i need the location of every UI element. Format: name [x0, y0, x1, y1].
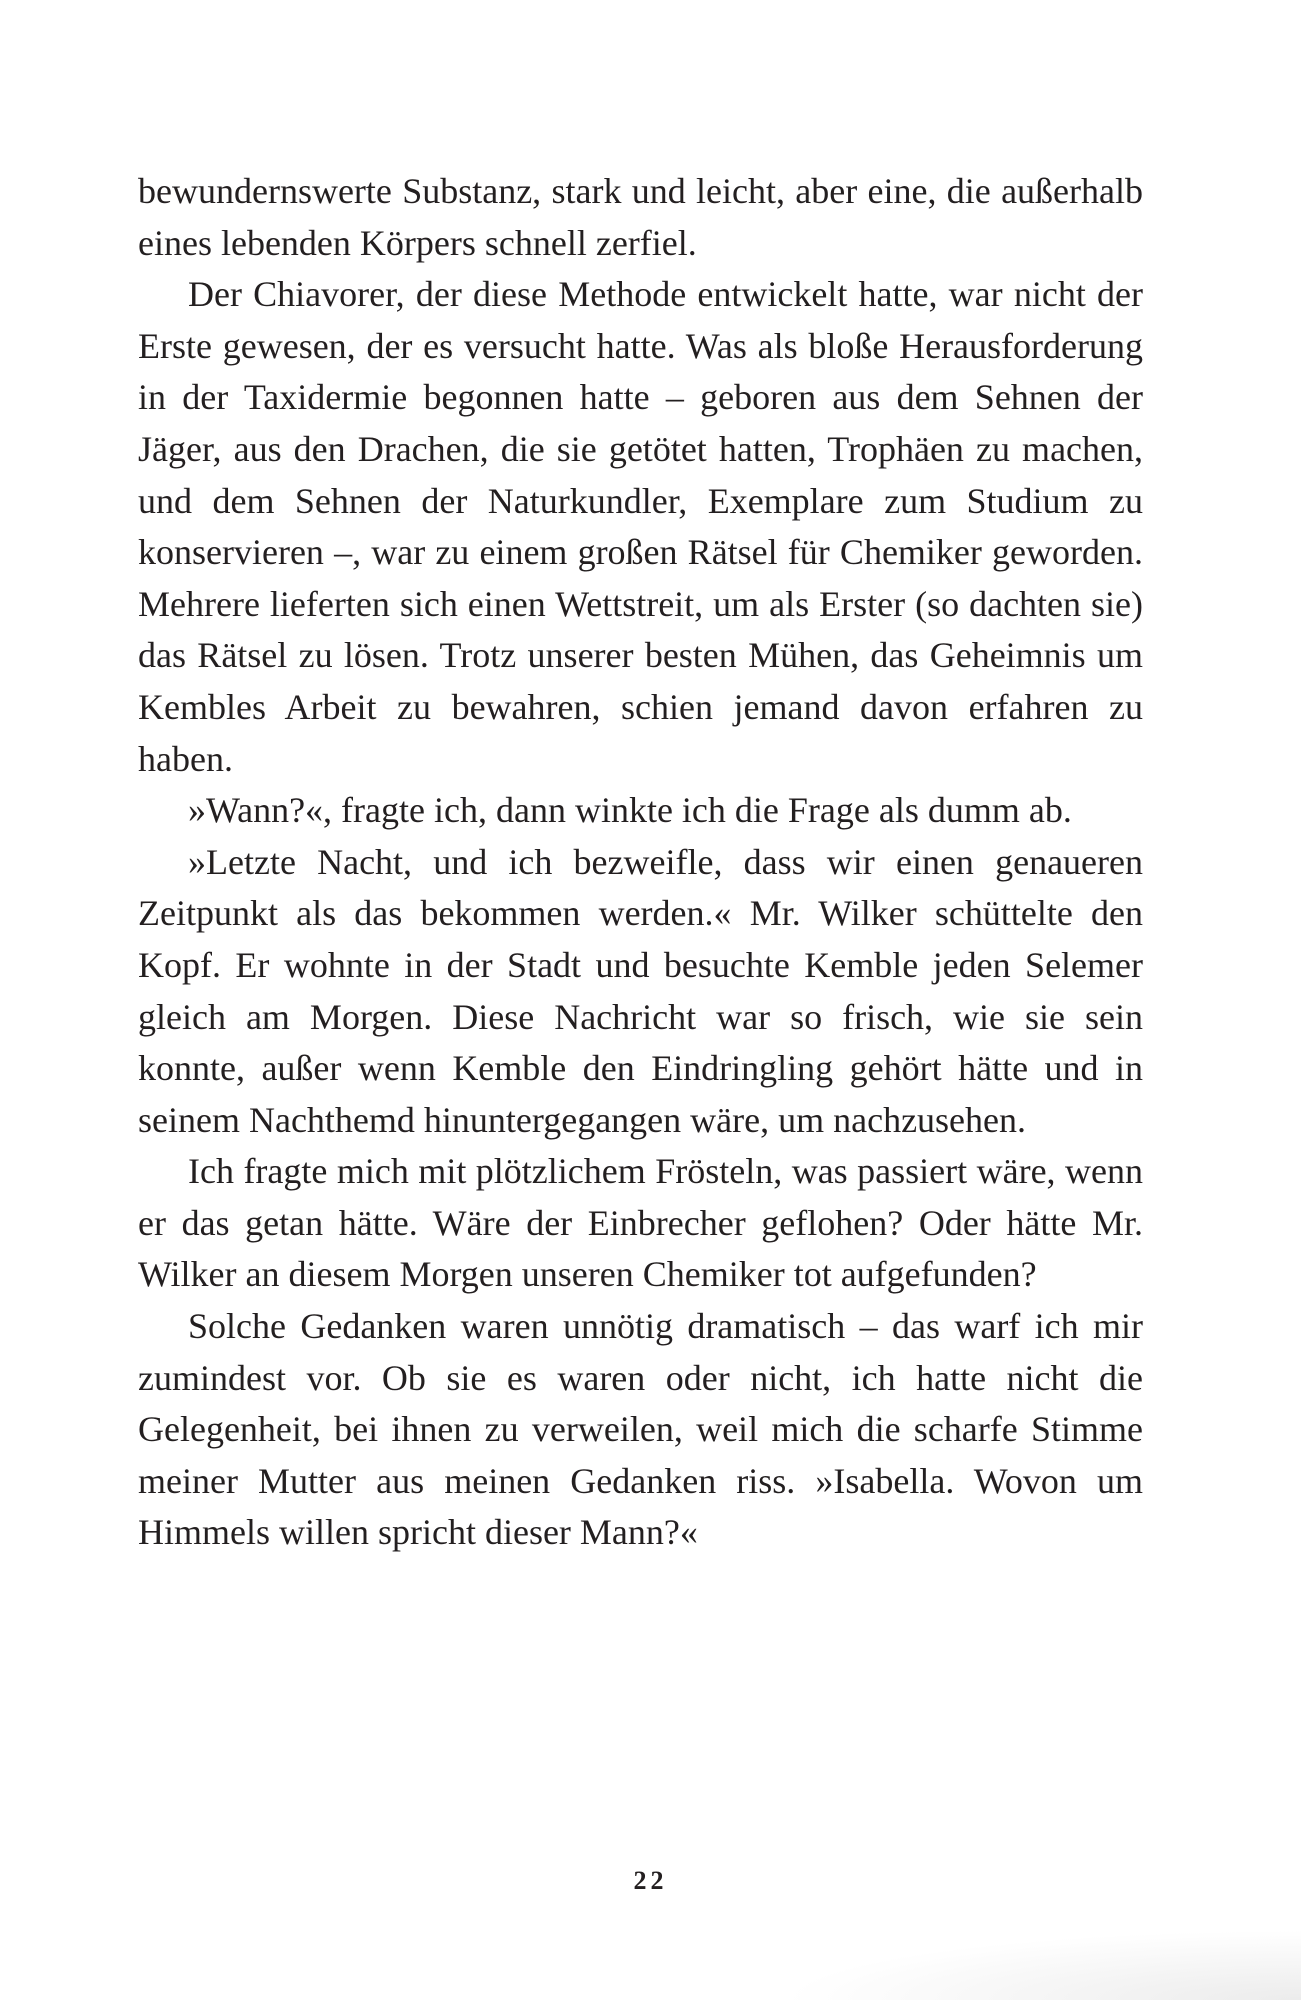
body-text: [138, 166, 1143, 1559]
paragraph-4: »Letzte Nacht, und ich bezweifle, dass wir einen genaueren Zeitpunkt als das bekommen werden.« Mr. Wilker schüttelte den Kopf. Er wohnte in der Stadt und besuchte Kemble jeden Selemer gleich am Morgen. Diese Nachricht war so frisch, wie sie sein konnte, außer wenn Kemble den Eindringling gehört hätte und in seinem Nachthemd hinuntergegangen wäre, um nachzusehen.: [138, 841, 1143, 1140]
paragraph-6: Solche Gedanken waren unnötig dramatisch – das warf ich mir zumindest vor. Ob sie es waren oder nicht, ich hatte nicht die Gelegenheit, bei ihnen zu verweilen, weil mich die scharfe Stimme meiner Mutter aus meinen Gedanken riss. »Isabella. Wovon um Himmels willen spricht dieser Mann?«: [138, 1306, 1143, 1553]
paragraph-3: »Wann?«, fragte ich, dann winkte ich die Frage als dumm ab.: [188, 790, 1072, 831]
paragraph-2: Der Chiavorer, der diese Methode entwickelt hatte, war nicht der Erste gewesen, der es versucht hatte. Was als bloße Herausforderung in der Taxidermie begonnen hatte – geboren aus dem Sehnen der Jäger, aus den Drachen, die sie getötet hatten, Trophäen zu machen, und dem Sehnen der Naturkundler, Exemplare zum Studium zu konservieren –, war zu einem großen Rätsel für Chemiker geworden. Mehrere lieferten sich einen Wettstreit, um als Erster (so dachten sie) das Rätsel zu lösen. Trotz unserer besten Mühen, das Geheimnis um Kembles Arbeit zu bewahren, schien jemand davon erfahren zu haben.: [138, 274, 1143, 779]
page-corner-shadow: [781, 1930, 1301, 2000]
page-number: 22: [633, 1866, 668, 1895]
paragraph-1: bewundernswerte Substanz, stark und leicht, aber eine, die außerhalb eines lebenden Körpers schnell zerfiel.: [138, 171, 1143, 263]
paragraph-5: Ich fragte mich mit plötzlichem Frösteln, was passiert wäre, wenn er das getan hätte. Wäre der Einbrecher geflohen? Oder hätte Mr. Wilker an diesem Morgen unseren Chemiker tot aufgefunden?: [138, 1151, 1143, 1295]
